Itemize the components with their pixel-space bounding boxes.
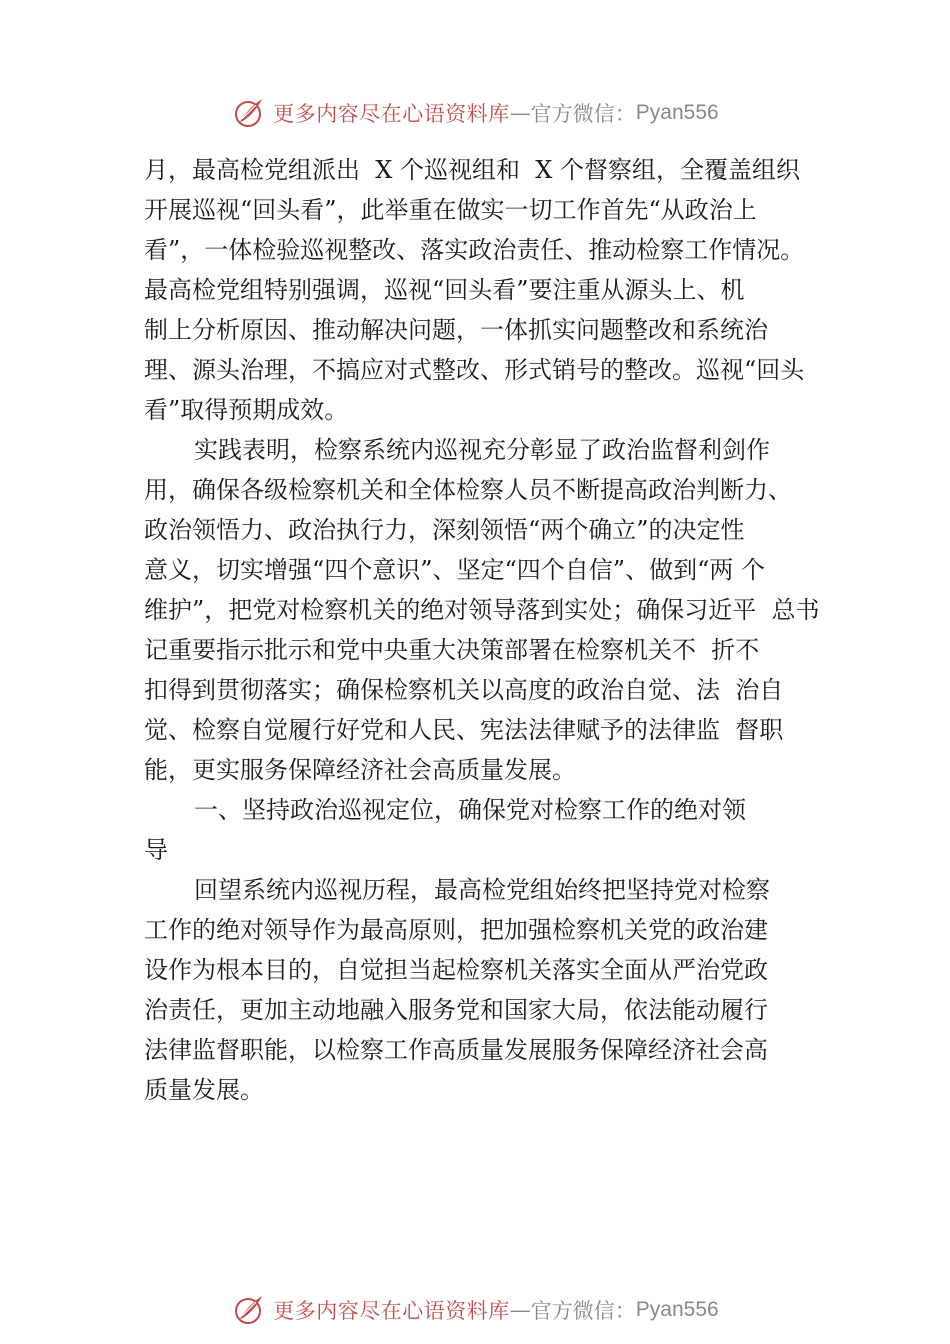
text-line: 维护”，把党对检察机关的绝对领导落到实处；确保习近平 总书: [144, 596, 820, 624]
text-line: 看”取得预期成效。: [144, 396, 349, 424]
watermark-wechat-id: Pyan556: [635, 1298, 719, 1321]
text-line: 扣得到贯彻落实；确保检察机关以高度的政治自觉、法 治自: [144, 676, 784, 704]
watermark-label: 官方微信：: [530, 1299, 636, 1323]
text-line: 政治领悟力、政治执行力，深刻领悟“两个确立”的决定性: [144, 516, 745, 544]
header-watermark: [0, 93, 950, 133]
text-line: 工作的绝对领导作为最高原则，把加强检察机关党的政治建: [144, 916, 768, 944]
watermark-text: 更多内容尽在心语资料库: [273, 102, 510, 126]
text-line: 制上分析原因、推动解决问题，一体抓实问题整改和系统治: [144, 316, 768, 344]
text-line: 看”，一体检验巡视整改、落实政治责任、推动检察工作情况。: [144, 236, 805, 264]
text-line: 治责任，更加主动地融入服务党和国家大局，依法能动履行: [144, 996, 768, 1024]
watermark-text: 更多内容尽在心语资料库: [273, 1299, 510, 1323]
text-line: 导: [144, 836, 168, 864]
text-line: 记重要指示批示和党中央重大决策部署在检察机关不 折不: [144, 636, 760, 664]
text-line: 质量发展。: [144, 1076, 264, 1104]
text-line: 用，确保各级检察机关和全体检察人员不断提高政治判断力、: [144, 476, 792, 504]
text-line: 最高检党组特别强调，巡视“回头看”要注重从源头上、机: [144, 276, 745, 304]
text-line: 设作为根本目的，自觉担当起检察机关落实全面从严治党政: [144, 956, 768, 984]
text-line: 理、源头治理，不搞应对式整改、形式销号的整改。巡视“回头: [144, 356, 805, 384]
watermark-dash: —: [509, 101, 531, 125]
watermark-dash: —: [509, 1298, 531, 1322]
text-line: 回望系统内巡视历程，最高检党组始终把坚持党对检察: [194, 876, 770, 904]
text-line: 一、坚持政治巡视定位，确保党对检察工作的绝对领: [194, 796, 746, 824]
watermark-label: 官方微信：: [530, 102, 636, 126]
text-line: 觉、检察自觉履行好党和人民、宪法法律赋予的法律监 督职: [144, 716, 784, 744]
text-line: 实践表明，检察系统内巡视充分彰显了政治监督利剑作: [194, 436, 770, 464]
document-body: [144, 150, 824, 1110]
text-line: 开展巡视“回头看”，此举重在做实一切工作首先“从政治上: [144, 196, 757, 224]
text-line: 法律监督职能，以检察工作高质量发展服务保障经济社会高: [144, 1036, 768, 1064]
quill-logo-icon: [231, 95, 267, 131]
watermark-wechat-id: Pyan556: [635, 101, 719, 124]
quill-logo-icon: [231, 1292, 267, 1328]
text-line: 能，更实服务保障经济社会高质量发展。: [144, 756, 576, 784]
footer-watermark: [0, 1290, 950, 1330]
text-line: 意义，切实增强“四个意识”、坚定“四个自信”、做到“两 个: [144, 556, 765, 584]
text-line: 月，最高检党组派出 X 个巡视组和 X 个督察组，全覆盖组织: [144, 156, 800, 184]
